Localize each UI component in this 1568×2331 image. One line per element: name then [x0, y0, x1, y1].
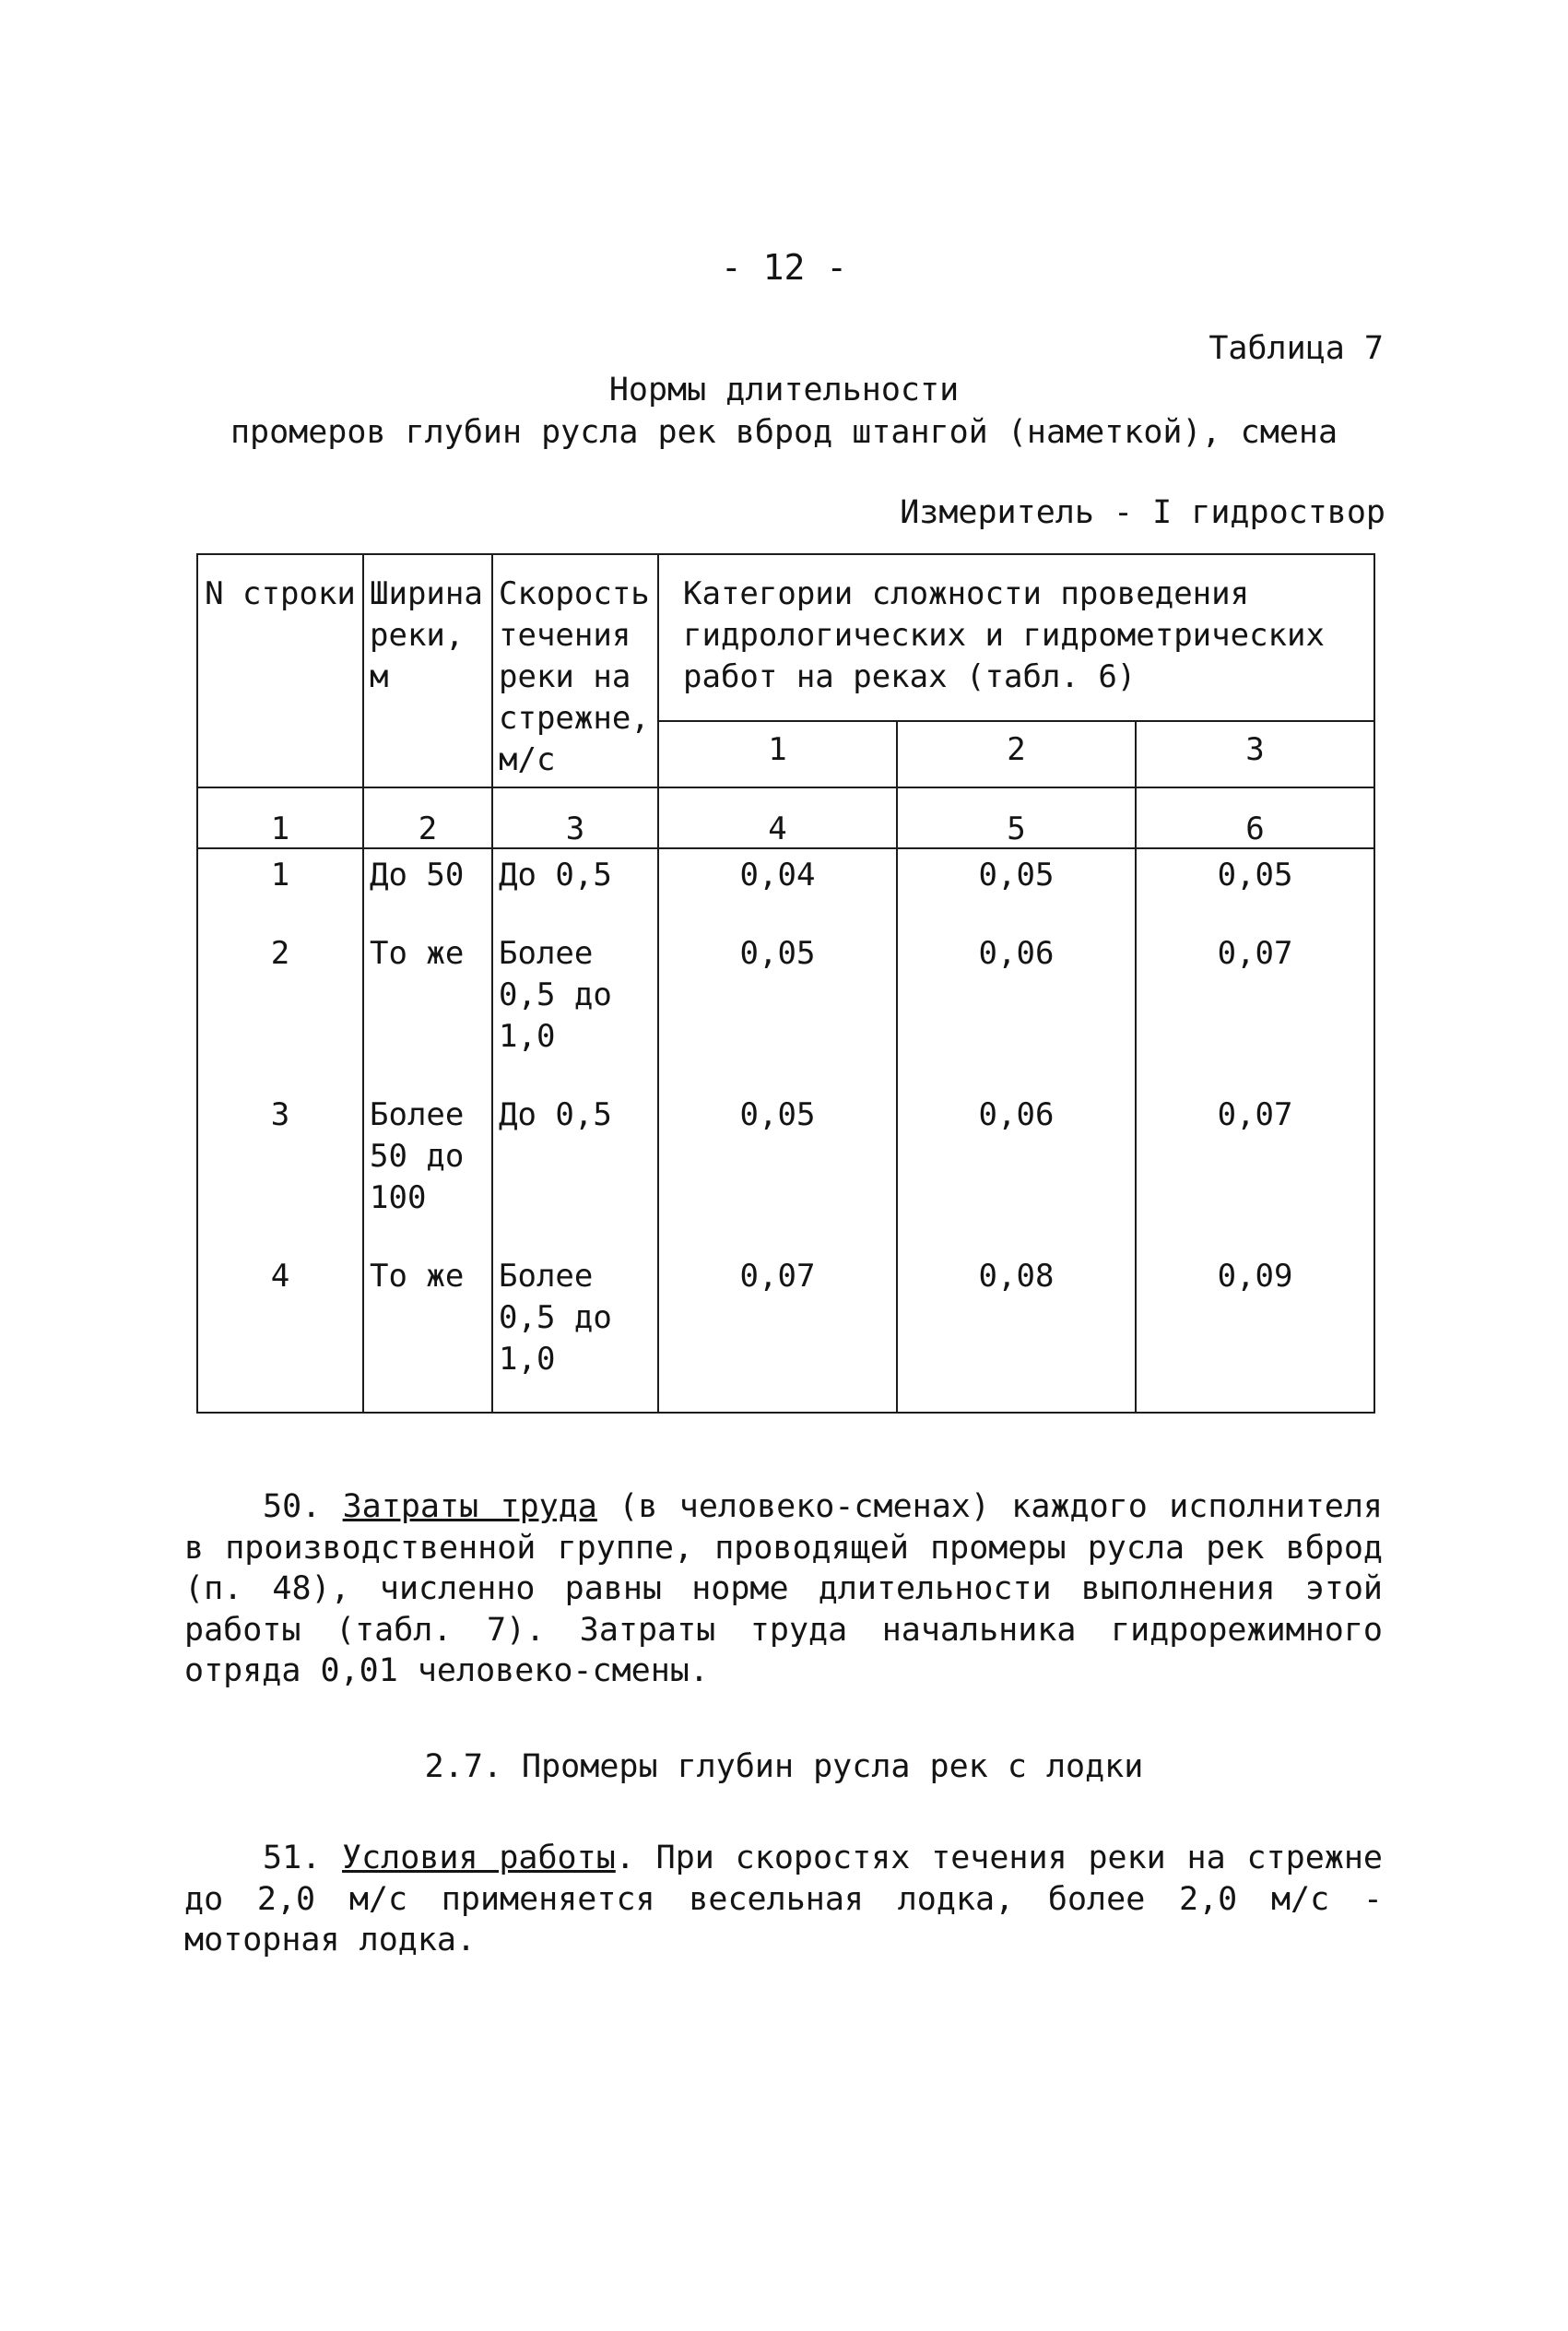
paragraph-51 — [184, 1838, 1383, 1961]
header-category-3: 3 — [1136, 721, 1374, 787]
cell-speed: Более 0,5 до 1,0 — [492, 928, 658, 1089]
cell-speed: До 0,5 — [492, 1089, 658, 1250]
cell-width: Более 50 до 100 — [363, 1089, 492, 1250]
caption-line-2: промеров глубин русла рек вброд штангой (наметкой), смена — [230, 414, 1338, 451]
cell-category-1: 0,07 — [658, 1250, 897, 1413]
header-row-number: N строки — [197, 554, 363, 787]
column-number: 2 — [363, 787, 492, 848]
cell-category-1: 0,05 — [658, 1089, 897, 1250]
paragraph-51-text: . При скоростях течения реки на стрежне до 2,0 м/с применяется весельная лодка, более 2,0 м/с - моторная лодка. — [184, 1840, 1383, 1958]
cell-row-number: 1 — [197, 848, 363, 928]
cell-category-3: 0,07 — [1136, 1089, 1374, 1250]
paragraph-50 — [184, 1486, 1383, 1692]
cell-category-2: 0,06 — [897, 928, 1136, 1089]
cell-category-3: 0,09 — [1136, 1250, 1374, 1413]
table-row — [197, 848, 1374, 928]
cell-row-number: 4 — [197, 1250, 363, 1413]
cell-category-1: 0,05 — [658, 928, 897, 1089]
table-row — [197, 1250, 1374, 1413]
norms-table — [196, 553, 1375, 1414]
cell-speed: До 0,5 — [492, 848, 658, 928]
cell-speed: Более 0,5 до 1,0 — [492, 1250, 658, 1413]
table-row — [197, 1089, 1374, 1250]
cell-category-2: 0,06 — [897, 1089, 1136, 1250]
cell-width: То же — [363, 1250, 492, 1413]
column-number: 6 — [1136, 787, 1374, 848]
table-label: Таблица 7 — [1208, 330, 1384, 367]
table-row — [197, 928, 1374, 1089]
paragraph-50-title: Затраты труда — [342, 1488, 597, 1525]
paragraph-50-text: (в человеко-сменах) каждого исполнителя в производственной группе, проводящей промеры русла рек вброд (п. 48), численно равны норме длительности выполнения этой работы (табл. 7). Затраты труда начальника гидрорежимного отряда 0,01 человеко-смены. — [184, 1488, 1383, 1689]
cell-category-1: 0,04 — [658, 848, 897, 928]
header-category-1: 1 — [658, 721, 897, 787]
column-number: 1 — [197, 787, 363, 848]
cell-category-3: 0,07 — [1136, 928, 1374, 1089]
cell-width: То же — [363, 928, 492, 1089]
column-number: 5 — [897, 787, 1136, 848]
header-category-2: 2 — [897, 721, 1136, 787]
cell-width: До 50 — [363, 848, 492, 928]
paragraph-51-title: Условия работы — [342, 1840, 616, 1876]
column-numbers-row — [197, 787, 1374, 848]
header-flow-speed: Скорость течения реки на стрежне, м/с — [492, 554, 658, 787]
column-number: 3 — [492, 787, 658, 848]
paragraph-51-number: 51. — [263, 1840, 322, 1876]
header-river-width: Ширина реки, м — [363, 554, 492, 787]
cell-category-2: 0,05 — [897, 848, 1136, 928]
caption-line-1: Нормы длительности — [608, 372, 960, 408]
section-title: 2.7. Промеры глубин русла рек с лодки — [424, 1748, 1144, 1785]
page-number: - 12 - — [720, 247, 848, 288]
cell-category-2: 0,08 — [897, 1250, 1136, 1413]
header-categories: Категории сложности проведения гидрологических и гидрометрических работ на реках (табл. 6) — [658, 554, 1374, 721]
paragraph-50-number: 50. — [263, 1488, 322, 1525]
column-number: 4 — [658, 787, 897, 848]
cell-category-3: 0,05 — [1136, 848, 1374, 928]
cell-row-number: 2 — [197, 928, 363, 1089]
table-caption — [0, 369, 1568, 454]
unit-of-measure: Измеритель - I гидроствор — [900, 494, 1385, 531]
cell-row-number: 3 — [197, 1089, 363, 1250]
